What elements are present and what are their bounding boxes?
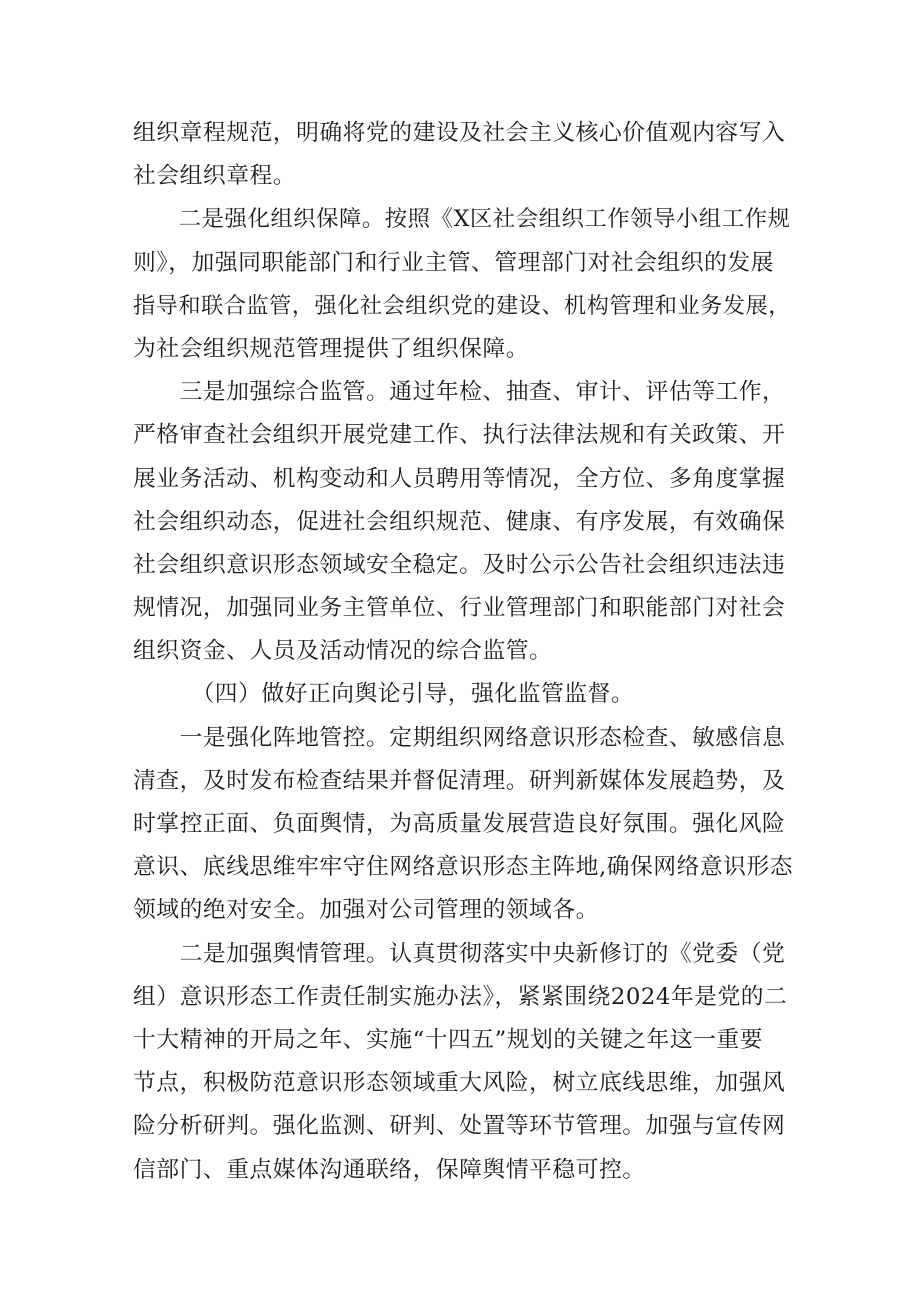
text-line: 指导和联合监管，强化社会组织党的建设、机构管理和业务发展，	[133, 292, 791, 319]
text-line: 规情况，加强同业务主管单位、行业管理部门和职能部门对社会	[133, 595, 786, 622]
text-line: 二是强化组织保障。按照《X区社会组织工作领导小组工作规	[133, 206, 791, 233]
text-line: 为社会组织规范管理提供了组织保障。	[133, 335, 530, 362]
text-line: 组织章程规范，明确将党的建设及社会主义核心价值观内容写入	[133, 120, 786, 146]
text-line: 信部门、重点媒体沟通联络，保障舆情平稳可控。	[133, 1156, 646, 1183]
text-line: 清查，及时发布检查结果并督促清理。研判新媒体发展趋势，及	[133, 767, 786, 794]
text-line: 展业务活动、机构变动和人员聘用等情况，全方位、多角度掌握	[133, 465, 786, 492]
text-line: 节点，积极防范意识形态领域重大风险，树立底线思维，加强风	[133, 1070, 786, 1097]
text-line: 险分析研判。强化监测、研判、处置等环节管理。加强与宣传网	[133, 1113, 786, 1140]
text-line: 组）意识形态工作责任制实施办法》，紧紧围绕2024年是党的二	[133, 983, 788, 1010]
text-line: 十大精神的开局之年、实施“十四五”规划的关键之年这一重要	[133, 1026, 764, 1053]
text-line: 三是加强综合监管。通过年检、抽查、审计、评估等工作，	[133, 379, 786, 406]
text-line: 严格审查社会组织开展党建工作、执行法律法规和有关政策、开	[133, 422, 786, 449]
text-line: 领域的绝对安全。加强对公司管理的领域各。	[133, 897, 599, 924]
text-line: 一是强化阵地管控。定期组织网络意识形态检查、敏感信息	[133, 724, 786, 751]
text-line: 意识、底线思维牢牢守住网络意识形态主阵地,确保网络意识形态	[133, 854, 794, 881]
text-line: 社会组织章程。	[133, 163, 297, 190]
text-line: 时掌控正面、负面舆情，为高质量发展营造良好氛围。强化风险	[133, 811, 786, 837]
body-text	[133, 112, 793, 1192]
text-line: 社会组织意识形态领域安全稳定。及时公示公告社会组织违法违	[133, 551, 786, 578]
text-line: 组织资金、人员及活动情况的综合监管。	[133, 638, 553, 665]
section-heading: （四）做好正向舆论引导，强化监管监督。	[133, 681, 635, 708]
text-line: 则》，加强同职能部门和行业主管、管理部门对社会组织的发展	[133, 249, 774, 276]
text-line: 二是加强舆情管理。认真贯彻落实中央新修订的《党委（党	[133, 940, 786, 967]
text-line: 社会组织动态，促进社会组织规范、健康、有序发展，有效确保	[133, 508, 786, 535]
